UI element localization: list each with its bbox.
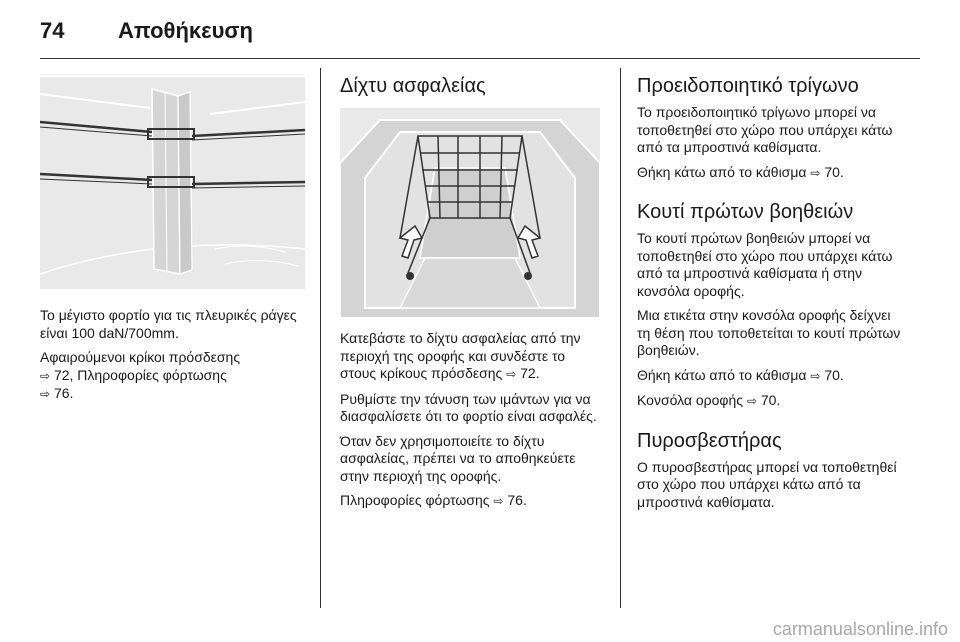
page-ref-icon: ⇨ bbox=[810, 165, 821, 180]
page-ref-link[interactable]: 70. bbox=[824, 163, 844, 180]
fire-extinguisher-text: Ο πυροσβεστήρας μπορεί να τοποθετηθεί στο χώρο που υπάρχει κάτω από τα μπροστινά καθίσματα. bbox=[637, 458, 897, 510]
safety-net-heading: Δίχτυ ασφαλείας bbox=[340, 75, 486, 97]
page-ref-link[interactable]: 70. bbox=[760, 392, 781, 408]
under-seat-text: Θήκη κάτω από το κάθισμα bbox=[637, 163, 807, 180]
fire-extinguisher-heading: Πυροσβεστήρας bbox=[637, 429, 782, 452]
net-lower-paragraph bbox=[340, 330, 604, 384]
chapter-title: Αποθήκευση bbox=[118, 18, 253, 43]
page-ref-link[interactable]: 72, Πληροφορίες φόρτωσης bbox=[53, 366, 227, 383]
tie-down-loops-paragraph bbox=[40, 349, 305, 404]
roof-console-text: Κονσόλα οροφής bbox=[637, 392, 744, 408]
net-lower-text: Κατεβάστε το δίχτυ ασφαλείας από την περιοχή της οροφής και συνδέστε το στους κρίκους πρόσδεσης bbox=[340, 330, 581, 381]
first-aid-text: Το κουτί πρώτων βοηθειών μπορεί να τοποθετηθεί στο χώρο που υπάρχει κάτω από τα μπροστινά καθίσματα ή στην κονσόλα οροφής. bbox=[637, 230, 893, 299]
page-ref-link[interactable]: 76. bbox=[507, 492, 527, 508]
page-number: 74 bbox=[40, 18, 65, 43]
column-3 bbox=[637, 74, 907, 518]
loading-info-text: Πληροφορίες φόρτωσης bbox=[340, 492, 490, 508]
page-ref-link[interactable]: 70. bbox=[824, 366, 844, 383]
page-ref-icon: ⇨ bbox=[506, 367, 517, 381]
column-divider-1 bbox=[320, 68, 321, 608]
page-ref-icon: ⇨ bbox=[40, 387, 51, 401]
warning-triangle-heading: Προειδοποιητικό τρίγωνο bbox=[637, 75, 859, 97]
page-ref-icon: ⇨ bbox=[810, 368, 821, 383]
side-rail-max-load-text: Το μέγιστο φορτίο για τις πλευρικές ράγες είναι 100 daN/700mm. bbox=[40, 307, 297, 341]
under-seat-text: Θήκη κάτω από το κάθισμα bbox=[637, 366, 807, 383]
column-divider-2 bbox=[620, 68, 621, 608]
first-aid-heading: Κουτί πρώτων βοηθειών bbox=[637, 201, 854, 223]
under-seat-ref-paragraph-2 bbox=[637, 367, 907, 386]
page-ref-icon: ⇨ bbox=[493, 494, 504, 508]
page-header bbox=[40, 14, 920, 59]
page-ref-icon: ⇨ bbox=[40, 368, 51, 383]
warning-triangle-text: Το προειδοποιητικό τρίγωνο μπορεί να τοποθετηθεί στο χώρο που υπάρχει κάτω από τα μπροστινά καθίσματα. bbox=[637, 104, 893, 155]
side-rails-illustration bbox=[40, 74, 305, 289]
under-seat-ref-paragraph bbox=[637, 164, 907, 183]
page-ref-link[interactable]: 76. bbox=[53, 385, 74, 401]
page-ref-link[interactable]: 72. bbox=[520, 365, 540, 381]
watermark: carmanualsonline.info bbox=[772, 619, 948, 639]
column-1 bbox=[40, 74, 305, 411]
loading-info-paragraph bbox=[340, 492, 604, 511]
first-aid-label-text: Μια ετικέτα στην κονσόλα οροφής δείχνει τη θέση που τοποθετείται το κουτί πρώτων βοηθειών. bbox=[637, 307, 901, 358]
column-2 bbox=[340, 74, 604, 518]
roof-console-ref-paragraph bbox=[637, 392, 907, 411]
strap-tension-text: Ρυθμίστε την τάνυση των ιμάντων για να διασφαλίσετε ότι το φορτίο είναι ασφαλές. bbox=[340, 390, 597, 424]
safety-net-illustration bbox=[340, 108, 600, 318]
net-storage-text: Όταν δεν χρησιμοποιείτε το δίχτυ ασφαλείας, πρέπει να το αποθηκεύετε στην περιοχή της οροφής. bbox=[340, 432, 576, 484]
page-ref-icon: ⇨ bbox=[746, 394, 757, 408]
tie-down-loops-text: Αφαιρούμενοι κρίκοι πρόσδεσης bbox=[40, 349, 241, 365]
